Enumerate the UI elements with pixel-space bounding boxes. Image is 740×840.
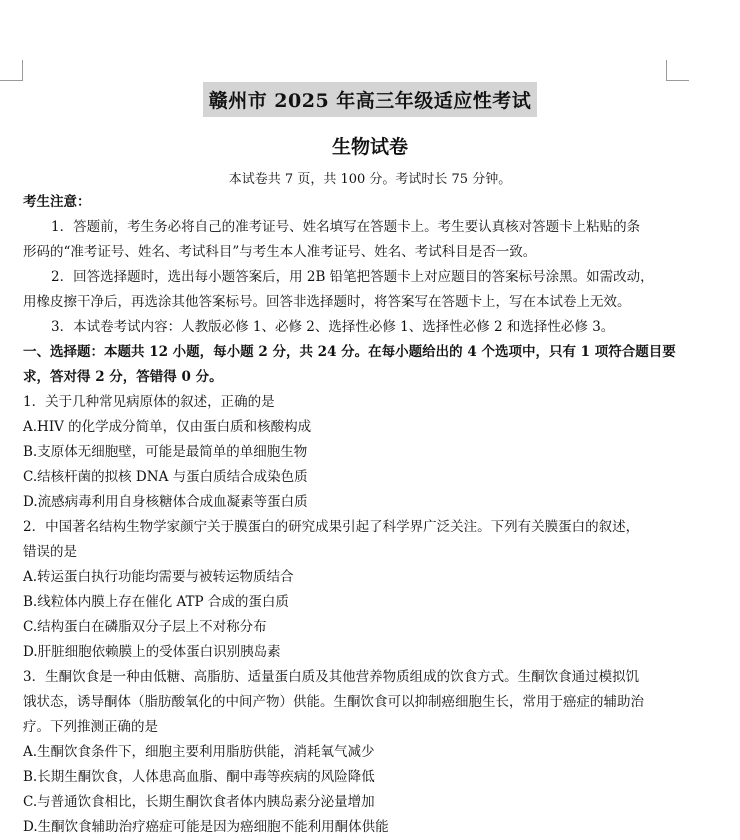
- section-heading: 一、选择题：本题共 12 小题，每小题 2 分，共 24 分。在每小题给出的 4 个选项中，只有 1 项符合题目要: [23, 344, 676, 360]
- notice-heading: 考生注意：: [23, 194, 91, 210]
- option-d: D.流感病毒利用自身核糖体合成血凝素等蛋白质: [23, 494, 308, 510]
- document-body: [23, 190, 676, 840]
- notice-line: 3．本试卷考试内容：人教版必修 1、必修 2、选择性必修 1、选择性必修 2 和选择性必修 3。: [51, 319, 615, 335]
- notice-line: 形码的“准考证号、姓名、考试科目”与考生本人准考证号、姓名、考试科目是否一致。: [23, 244, 537, 260]
- option-b: B.支原体无细胞壁，可能是最简单的单细胞生物: [23, 444, 308, 460]
- option-a: A.转运蛋白执行功能均需要与被转运物质结合: [23, 569, 294, 585]
- question-stem: 疗。下列推测正确的是: [23, 719, 158, 735]
- exam-title: 赣州市 2025 年高三年级适应性考试: [203, 82, 538, 117]
- option-a: A.生酮饮食条件下，细胞主要利用脂肪供能，消耗氧气减少: [23, 744, 375, 760]
- option-b: B.线粒体内膜上存在催化 ATP 合成的蛋白质: [23, 594, 289, 610]
- option-c: C.结核杆菌的拟核 DNA 与蛋白质结合成染色质: [23, 469, 308, 485]
- option-b: B.长期生酮饮食，人体患高血脂、酮中毒等疾病的风险降低: [23, 769, 375, 785]
- notice-line: 用橡皮擦干净后，再选涂其他答案标号。回答非选择题时，将答案写在答题卡上，写在本试卷上无效。: [23, 294, 631, 310]
- question-stem: 2．中国著名结构生物学家颜宁关于膜蛋白的研究成果引起了科学界广泛关注。下列有关膜蛋白的叙述，: [23, 519, 640, 535]
- option-c: C.与普通饮食相比，长期生酮饮食者体内胰岛素分泌量增加: [23, 794, 375, 810]
- question-stem: 3．生酮饮食是一种由低糖、高脂肪、适量蛋白质及其他营养物质组成的饮食方式。生酮饮食通过模拟饥: [23, 669, 640, 685]
- question-stem: 饿状态，诱导酮体（脂肪酸氧化的中间产物）供能。生酮饮食可以抑制癌细胞生长，常用于癌症的辅助治: [23, 694, 644, 710]
- exam-subject: 生物试卷: [331, 136, 408, 158]
- option-d: D.生酮饮食辅助治疗癌症可能是因为癌细胞不能利用酮体供能: [23, 819, 389, 835]
- option-d: D.肝脏细胞依赖膜上的受体蛋白识别胰岛素: [23, 644, 281, 660]
- notice-line: 2．回答选择题时，选出每小题答案后，用 2B 铅笔把答题卡上对应题目的答案标号涂黑。如需改动，: [51, 269, 654, 285]
- exam-info: 本试卷共 7 页，共 100 分。考试时长 75 分钟。: [228, 172, 512, 187]
- question-stem: 1．关于几种常见病原体的叙述，正确的是: [23, 394, 275, 410]
- page-corner-mark-left: [0, 60, 23, 81]
- option-a: A.HIV 的化学成分简单，仅由蛋白质和核酸构成: [23, 419, 312, 435]
- notice-line: 1．答题前，考生务必将自己的准考证号、姓名填写在答题卡上。考生要认真核对答题卡上粘贴的条: [51, 219, 641, 235]
- section-heading: 求，答对得 2 分，答错得 0 分。: [23, 369, 223, 385]
- page-corner-mark-right: [666, 60, 689, 81]
- question-stem: 错误的是: [23, 544, 77, 560]
- option-c: C.结构蛋白在磷脂双分子层上不对称分布: [23, 619, 267, 635]
